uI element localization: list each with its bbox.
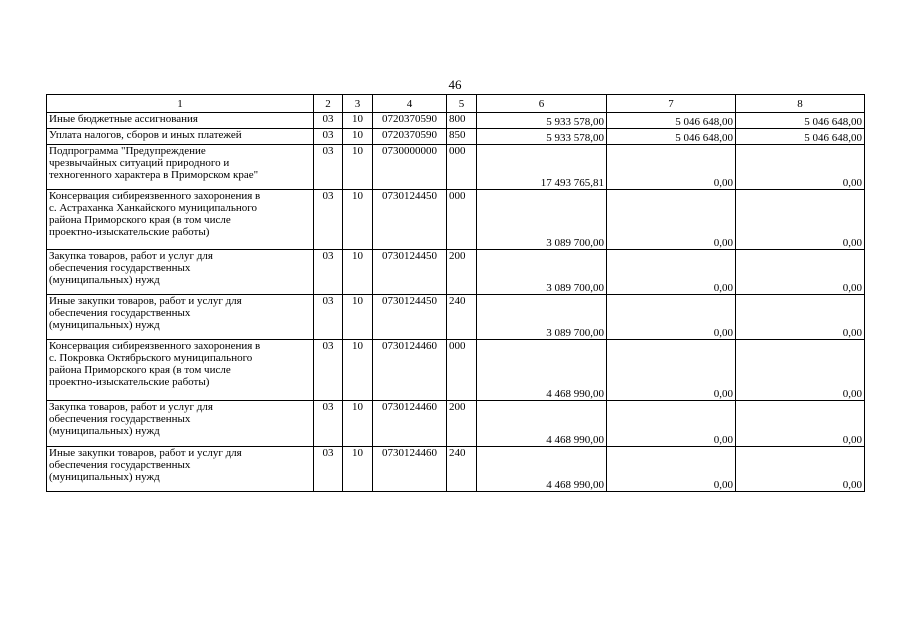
row-section: 03	[314, 401, 343, 447]
row-amount-2: 5 046 648,00	[607, 129, 736, 145]
row-expense-type: 240	[447, 447, 477, 492]
row-expense-type: 800	[447, 113, 477, 129]
row-target-article: 0730124450	[373, 250, 447, 295]
row-amount-2: 0,00	[607, 190, 736, 250]
row-section: 03	[314, 340, 343, 401]
column-header: 4	[373, 95, 447, 113]
row-amount-1: 3 089 700,00	[477, 295, 607, 340]
row-amount-3: 0,00	[736, 295, 865, 340]
row-subsection: 10	[343, 447, 373, 492]
row-expense-type: 000	[447, 340, 477, 401]
row-subsection: 10	[343, 401, 373, 447]
table-row	[47, 401, 865, 447]
row-section: 03	[314, 295, 343, 340]
row-amount-3: 5 046 648,00	[736, 113, 865, 129]
row-target-article: 0730124450	[373, 190, 447, 250]
table-row	[47, 447, 865, 492]
row-amount-3: 0,00	[736, 145, 865, 190]
table-row	[47, 113, 865, 129]
row-amount-3: 0,00	[736, 250, 865, 295]
table-row	[47, 250, 865, 295]
row-name: Иные бюджетные ассигнования	[47, 113, 314, 129]
row-expense-type: 240	[447, 295, 477, 340]
table-row	[47, 129, 865, 145]
row-name: Консервация сибиреязвенного захоронения в с. Покровка Октябрьского муниципального района Приморского края (в том числе проектно-изыскательские работы)	[47, 340, 314, 401]
row-name: Иные закупки товаров, работ и услуг для обеспечения государственных (муниципальных) нужд	[47, 447, 314, 492]
row-section: 03	[314, 190, 343, 250]
row-amount-1: 4 468 990,00	[477, 401, 607, 447]
row-amount-3: 0,00	[736, 447, 865, 492]
header-row	[47, 95, 865, 113]
column-header: 7	[607, 95, 736, 113]
row-section: 03	[314, 250, 343, 295]
row-subsection: 10	[343, 145, 373, 190]
row-amount-3: 0,00	[736, 401, 865, 447]
row-expense-type: 850	[447, 129, 477, 145]
column-header: 8	[736, 95, 865, 113]
row-subsection: 10	[343, 113, 373, 129]
row-amount-2: 5 046 648,00	[607, 113, 736, 129]
row-amount-2: 0,00	[607, 295, 736, 340]
row-amount-1: 3 089 700,00	[477, 250, 607, 295]
row-target-article: 0730124460	[373, 447, 447, 492]
row-target-article: 0730124460	[373, 401, 447, 447]
column-header: 3	[343, 95, 373, 113]
row-section: 03	[314, 145, 343, 190]
row-expense-type: 000	[447, 145, 477, 190]
row-section: 03	[314, 113, 343, 129]
row-name: Иные закупки товаров, работ и услуг для обеспечения государственных (муниципальных) нужд	[47, 295, 314, 340]
column-header: 6	[477, 95, 607, 113]
row-expense-type: 000	[447, 190, 477, 250]
row-subsection: 10	[343, 190, 373, 250]
page-number: 46	[448, 77, 462, 92]
table-row	[47, 145, 865, 190]
row-subsection: 10	[343, 340, 373, 401]
row-target-article: 0730000000	[373, 145, 447, 190]
row-amount-1: 5 933 578,00	[477, 129, 607, 145]
table-row	[47, 340, 865, 401]
row-section: 03	[314, 447, 343, 492]
row-amount-2: 0,00	[607, 145, 736, 190]
row-amount-1: 4 468 990,00	[477, 340, 607, 401]
row-amount-2: 0,00	[607, 447, 736, 492]
row-name: Закупка товаров, работ и услуг для обеспечения государственных (муниципальных) нужд	[47, 401, 314, 447]
row-amount-1: 17 493 765,81	[477, 145, 607, 190]
row-section: 03	[314, 129, 343, 145]
row-amount-1: 5 933 578,00	[477, 113, 607, 129]
row-subsection: 10	[343, 295, 373, 340]
row-amount-3: 5 046 648,00	[736, 129, 865, 145]
row-expense-type: 200	[447, 401, 477, 447]
row-target-article: 0720370590	[373, 129, 447, 145]
row-subsection: 10	[343, 129, 373, 145]
row-amount-3: 0,00	[736, 340, 865, 401]
row-name: Подпрограмма "Предупреждение чрезвычайных ситуаций природного и техногенного характера в Приморском крае"	[47, 145, 314, 190]
column-header: 1	[47, 95, 314, 113]
row-expense-type: 200	[447, 250, 477, 295]
row-amount-2: 0,00	[607, 401, 736, 447]
column-header: 2	[314, 95, 343, 113]
table-row	[47, 190, 865, 250]
row-amount-1: 3 089 700,00	[477, 190, 607, 250]
row-amount-1: 4 468 990,00	[477, 447, 607, 492]
row-target-article: 0730124460	[373, 340, 447, 401]
row-target-article: 0730124450	[373, 295, 447, 340]
row-amount-2: 0,00	[607, 250, 736, 295]
row-target-article: 0720370590	[373, 113, 447, 129]
budget-table	[46, 94, 865, 492]
row-amount-2: 0,00	[607, 340, 736, 401]
row-name: Закупка товаров, работ и услуг для обеспечения государственных (муниципальных) нужд	[47, 250, 314, 295]
row-name: Консервация сибиреязвенного захоронения в с. Астраханка Ханкайского муниципального района Приморского края (в том числе проектно-изыскательские работы)	[47, 190, 314, 250]
row-name: Уплата налогов, сборов и иных платежей	[47, 129, 314, 145]
row-subsection: 10	[343, 250, 373, 295]
column-header: 5	[447, 95, 477, 113]
table-row	[47, 295, 865, 340]
row-amount-3: 0,00	[736, 190, 865, 250]
